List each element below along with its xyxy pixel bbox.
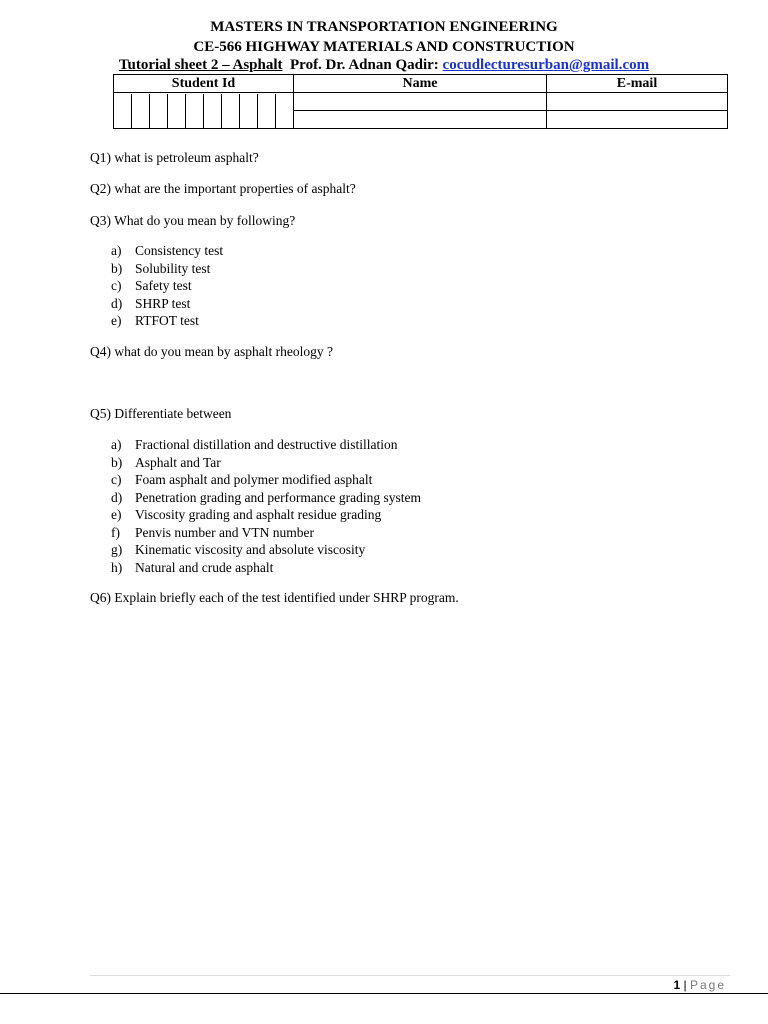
page-number-value: 1: [673, 978, 681, 992]
id-digit-box[interactable]: [222, 94, 240, 128]
header-student-id: Student Id: [114, 75, 294, 93]
header-name: Name: [294, 75, 547, 93]
email-field-1[interactable]: [547, 93, 728, 111]
list-item: e) RTFOT test: [111, 313, 199, 328]
question-1: Q1) what is petroleum asphalt?: [90, 150, 259, 165]
list-item: c) Foam asphalt and polymer modified asphalt: [111, 472, 373, 487]
page-number: [673, 978, 726, 992]
list-item: b) Asphalt and Tar: [111, 454, 221, 470]
list-item: d) Penetration grading and performance grading system: [111, 489, 422, 505]
id-digit-box[interactable]: [150, 94, 168, 128]
tutorial-title: Tutorial sheet 2 – Asphalt: [118, 57, 283, 73]
student-info-table: [113, 74, 728, 129]
question-6: Q6) Explain briefly each of the test identified under SHRP program.: [90, 590, 459, 605]
email-field-2[interactable]: [547, 111, 728, 129]
question-5-list: [111, 436, 421, 576]
footer-divider: [90, 975, 730, 976]
page-bottom-rule: [0, 993, 768, 994]
question-3-list: [111, 242, 223, 330]
list-item: g) Kinematic viscosity and absolute viscosity: [111, 542, 366, 557]
list-item: h) Natural and crude asphalt: [111, 559, 274, 575]
name-field-2[interactable]: [294, 111, 547, 129]
id-digit-box[interactable]: [168, 94, 186, 128]
program-title: MASTERS IN TRANSPORTATION ENGINEERING: [210, 19, 558, 35]
question-5: Q5) Differentiate between: [90, 406, 232, 421]
email-link[interactable]: cocudlecturesurban@gmail.com: [442, 57, 650, 73]
name-field-1[interactable]: [294, 93, 547, 111]
list-item: f) Penvis number and VTN number: [111, 524, 314, 540]
student-id-boxes[interactable]: [114, 93, 294, 129]
course-title: CE-566 HIGHWAY MATERIALS AND CONSTRUCTION: [193, 39, 575, 55]
page-separator: |: [680, 978, 690, 992]
id-digit-box[interactable]: [258, 94, 276, 128]
page-label: Page: [689, 978, 726, 992]
question-3: Q3) What do you mean by following?: [90, 213, 296, 228]
question-4: Q4) what do you mean by asphalt rheology ?: [90, 344, 333, 359]
list-item: c) Safety test: [111, 278, 192, 293]
header-email: E-mail: [547, 75, 728, 93]
id-digit-box[interactable]: [132, 94, 150, 128]
professor-name: Prof. Dr. Adnan Qadir:: [282, 57, 443, 73]
list-item: b) Solubility test: [111, 260, 211, 276]
list-item: d) SHRP test: [111, 295, 191, 311]
list-item: a) Fractional distillation and destructive distillation: [111, 437, 398, 452]
tutorial-line: [0, 56, 768, 74]
question-2: Q2) what are the important properties of asphalt?: [90, 181, 356, 196]
id-digit-box[interactable]: [186, 94, 204, 128]
list-item: e) Viscosity grading and asphalt residue grading: [111, 507, 382, 522]
list-item: a) Consistency test: [111, 243, 224, 258]
id-digit-box[interactable]: [204, 94, 222, 128]
id-digit-box[interactable]: [114, 94, 132, 128]
id-digit-box[interactable]: [276, 94, 293, 128]
id-digit-box[interactable]: [240, 94, 258, 128]
